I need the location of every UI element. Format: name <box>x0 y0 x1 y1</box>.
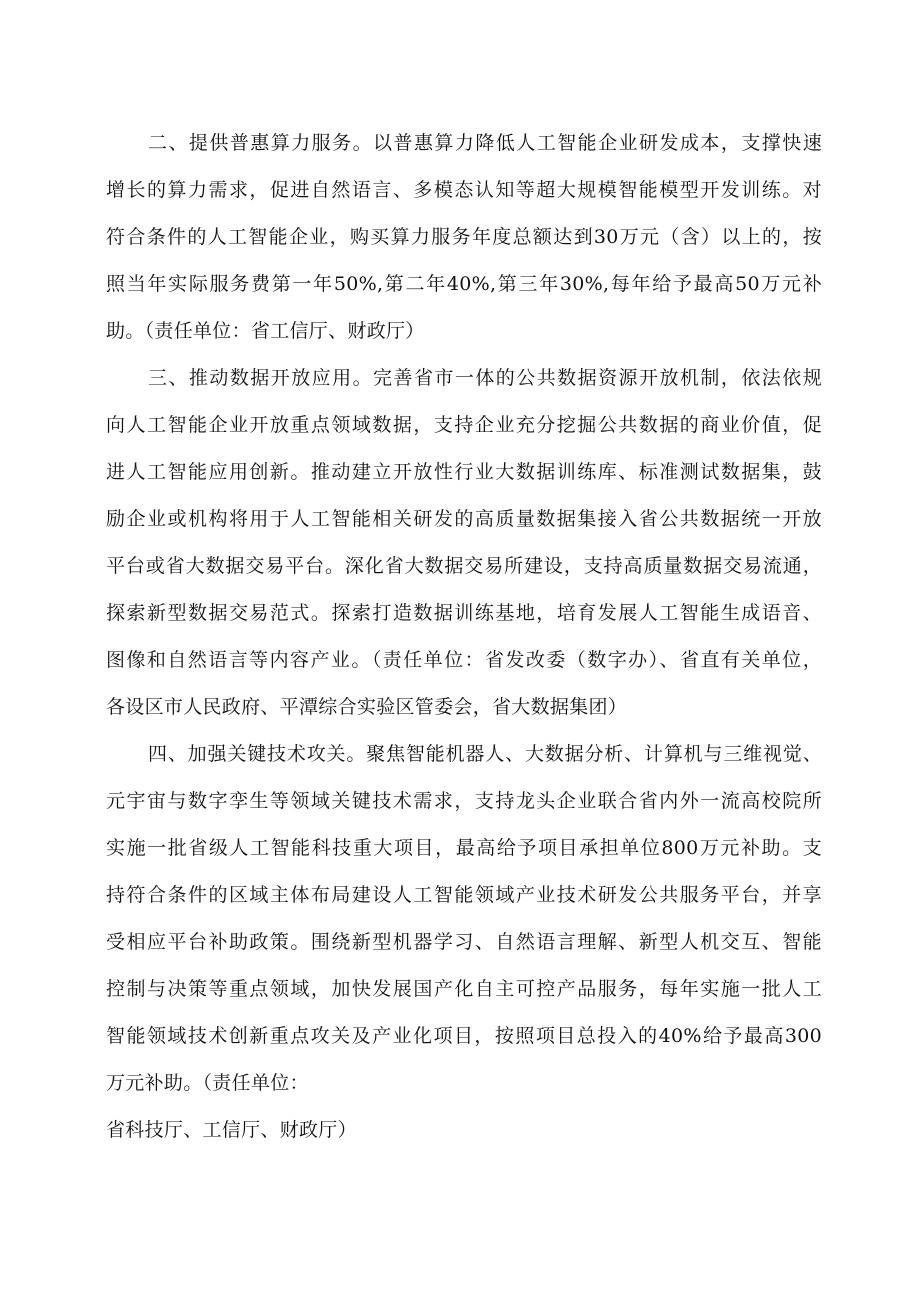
paragraph-key-technology <box>106 731 822 1154</box>
text-line: 各设区市人民政府、平潭综合实验区管委会，省大数据集团） <box>106 696 628 718</box>
text-line: 三、推动数据开放应用。完善省市一体的公共数据资源开放机制，依法依规 <box>148 367 822 389</box>
text-line: 探索新型数据交易范式。探索打造数据训练基地，培育发展人工智能生成语音、 <box>106 602 822 624</box>
text-line: 进人工智能应用创新。推动建立开放性行业大数据训练库、标准测试数据集，鼓 <box>106 461 822 483</box>
text-line: 增长的算力需求，促进自然语言、多模态认知等超大规模智能模型开发训练。对 <box>106 179 822 201</box>
text-line: 四、加强关键技术攻关。聚焦智能机器人、大数据分析、计算机与三维视觉、 <box>148 743 822 765</box>
text-line: 向人工智能企业开放重点领域数据，支持企业充分挖掘公共数据的商业价值，促 <box>106 414 822 436</box>
text-line: 图像和自然语言等内容产业。（责任单位：省发改委（数字办）、省直有关单位， <box>106 649 822 671</box>
text-line: 平台或省大数据交易平台。深化省大数据交易所建设，支持高质量数据交易流通， <box>106 555 822 577</box>
text-line: 二、提供普惠算力服务。以普惠算力降低人工智能企业研发成本，支撑快速 <box>148 132 822 154</box>
paragraph-data-opening <box>106 355 822 731</box>
text-line: 智能领域技术创新重点攻关及产业化项目，按照项目总投入的40%给予最高300 <box>106 1025 822 1047</box>
text-line: 助。（责任单位：省工信厅、财政厅） <box>106 320 425 342</box>
document-page <box>106 120 822 1154</box>
text-line: 符合条件的人工智能企业，购买算力服务年度总额达到30万元（含）以上的，按 <box>106 226 822 248</box>
paragraph-computing-services <box>106 120 822 355</box>
text-line: 元宇宙与数字孪生等领域关键技术需求，支持龙头企业联合省内外一流高校院所 <box>106 790 822 812</box>
text-line: 照当年实际服务费第一年50%,第二年40%,第三年30%,每年给予最高50万元补 <box>106 273 822 295</box>
text-line: 万元补助。（责任单位： <box>106 1072 309 1094</box>
text-line: 省科技厅、工信厅、财政厅） <box>106 1119 357 1141</box>
text-line: 实施一批省级人工智能科技重大项目，最高给予项目承担单位800万元补助。支 <box>106 837 822 859</box>
text-line: 持符合条件的区域主体布局建设人工智能领域产业技术研发公共服务平台，并享 <box>106 884 822 906</box>
text-line: 控制与决策等重点领域，加快发展国产化自主可控产品服务，每年实施一批人工 <box>106 978 822 1000</box>
text-line: 受相应平台补助政策。围绕新型机器学习、自然语言理解、新型人机交互、智能 <box>106 931 822 953</box>
text-line: 励企业或机构将用于人工智能相关研发的高质量数据集接入省公共数据统一开放 <box>106 508 822 530</box>
